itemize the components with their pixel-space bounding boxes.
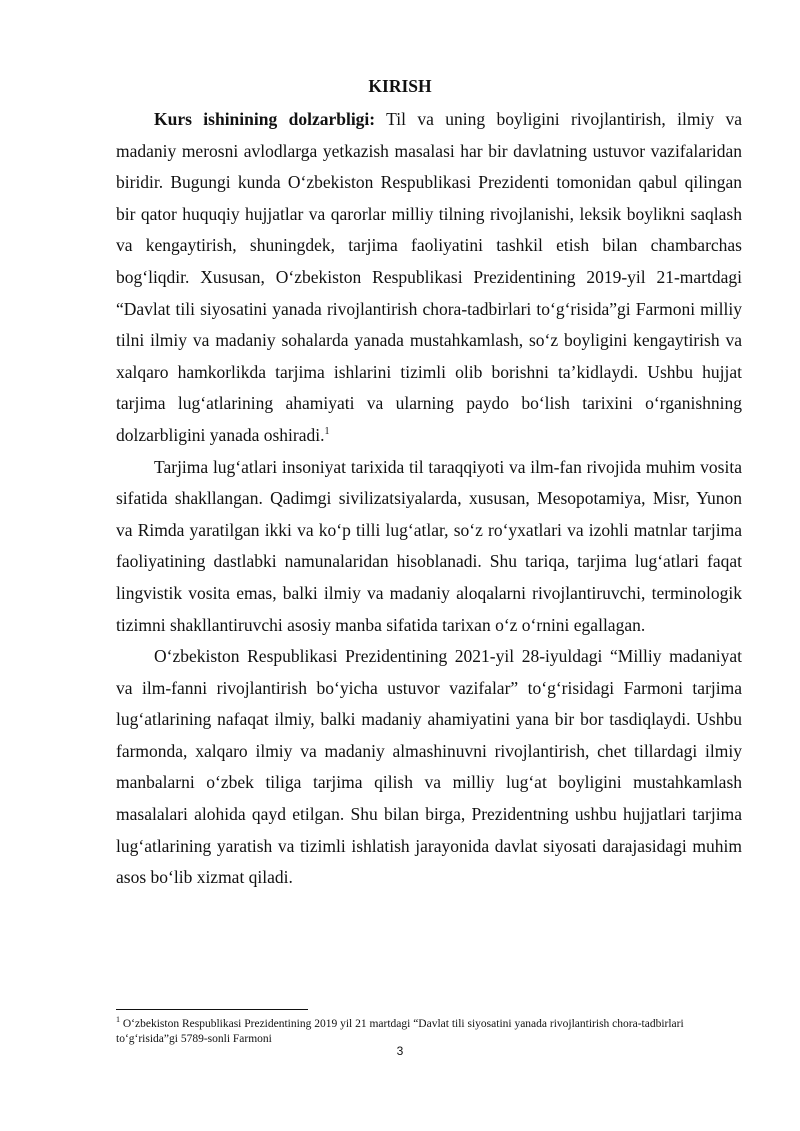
body-text <box>116 104 742 894</box>
footnote-number: 1 <box>116 1015 120 1025</box>
page-number: 3 <box>396 1044 404 1058</box>
paragraph-1 <box>116 104 742 452</box>
paragraph-3: O‘zbekiston Respublikasi Prezidentining 2021-yil 28-iyuldagi “Milliy madaniyat va ilm-fanni rivojlantirish bo‘yicha ustuvor vazifalar” to‘g‘risidagi Farmoni tarjima lug‘atlarining nafaqat ilmiy, balki madaniy ahamiyatini yana bir bor tasdiqlaydi. Ushbu farmonda, xalqaro ilmiy va madaniy almashinuvni rivojlantirish, chet tillardagi ilmiy manbalarni o‘zbek tiliga tarjima qilish va milliy lug‘at boyligini mustahkamlash masalalari alohida qayd etilgan. Shu bilan birga, Prezidentning ushbu hujjatlari tarjima lug‘atlarining yaratish va tizimli ishlatish jarayonida davlat siyosati darajasidagi muhim asos bo‘lib xizmat qiladi. <box>116 646 742 888</box>
section-heading: KIRISH <box>368 76 432 96</box>
footnote-divider <box>116 1009 308 1010</box>
footnote-text: O‘zbekiston Respublikasi Prezidentining 2019 yil 21 martdagi “Davlat tili siyosatini yanada rivojlantirish chora-tadbirlari to‘g‘risida”gi 5789-sonli Farmoni <box>116 1018 684 1045</box>
paragraph-1-text: Til va uning boyligini rivojlantirish, ilmiy va madaniy merosni avlodlarga yetkazish masalasi har bir davlatning ustuvor vazifalaridan biridir. Bugungi kunda O‘zbekiston Respublikasi Prezidenti tomonidan qabul qilingan bir qator huquqiy hujjatlar va qarorlar milliy tilning rivojlanishi, leksik boylikni saqlash va kengaytirish, shuningdek, tarjima faoliyatini tashkil etish bilan chambarchas bog‘liqdir. Xususan, O‘zbekiston Respublikasi Prezidentining 2019-yil 21-martdagi “Davlat tili siyosatini yanada rivojlantirish chora-tadbirlari to‘g‘risida”gi Farmoni milliy tilni ilmiy va madaniy sohalarda yanada mustahkamlash, so‘z boyligini kengaytirish va xalqaro hamkorlikda tarjima ishlarini tizimli olib borishni ta’kidlaydi. Ushbu hujjat tarjima lug‘atlarining ahamiyati va ularning paydo bo‘lish tarixini o‘rganishning dolzarbligini yanada oshiradi. <box>116 109 742 445</box>
footnote <box>116 1017 742 1047</box>
footnote-reference[interactable]: 1 <box>324 426 330 438</box>
paragraph-lead: Kurs ishinining dolzarbligi: <box>154 109 376 129</box>
paragraph-2: Tarjima lug‘atlari insoniyat tarixida til taraqqiyoti va ilm-fan rivojida muhim vosita sifatida shakllangan. Qadimgi sivilizatsiyalarda, xususan, Mesopotamiya, Misr, Yunon va Rimda yaratilgan ikki va ko‘p tilli lug‘atlar, so‘z ro‘yxatlari va izohli matnlar tarjima faoliyatining dastlabki namunalaridan hisoblanadi. Shu tariqa, tarjima lug‘atlari faqat lingvistik vosita emas, balki ilmiy va madaniy aloqalarni rivojlantiruvchi, terminologik tizimni shakllantiruvchi asosiy manba sifatida tarixan o‘z o‘rnini egallagan. <box>116 456 742 635</box>
